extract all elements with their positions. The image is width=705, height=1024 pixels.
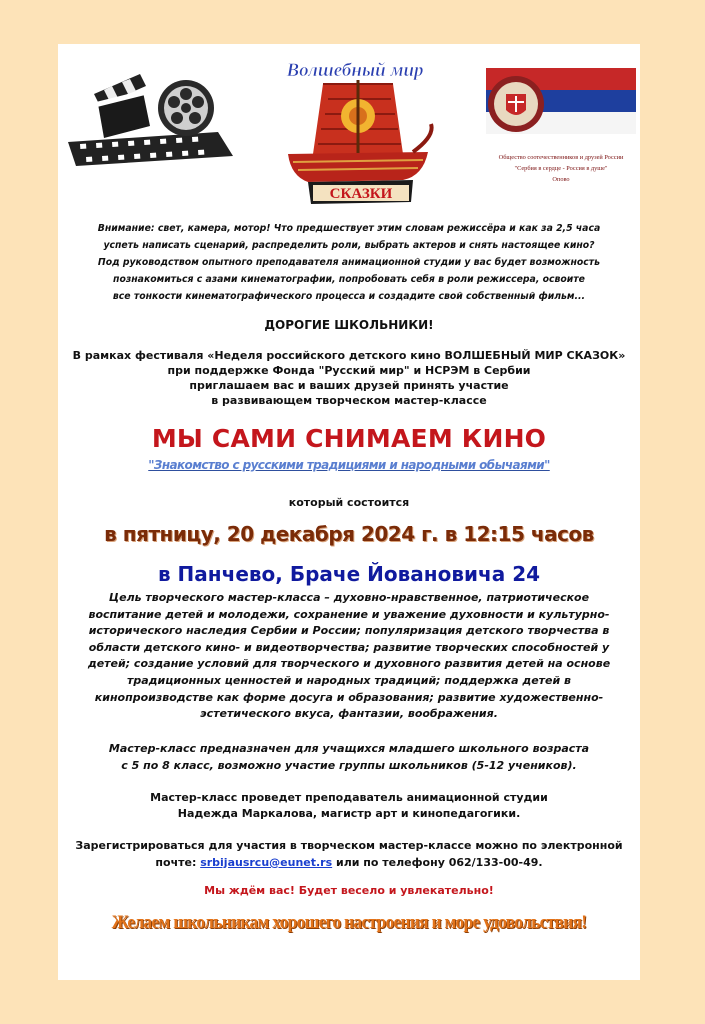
teacher-paragraph: [58, 790, 640, 822]
intro-line: познакомиться с азами кинематографии, попробовать себя в роли режиссера, освоите: [113, 274, 585, 285]
event-place: в Панчево, Браче Йовановича 24: [157, 562, 541, 586]
purpose-line: эстетического вкуса, фантазии, воображения.: [200, 707, 498, 721]
invitation-line: в развивающем творческом мастер-классе: [211, 394, 487, 407]
target-line: с 5 по 8 класс, возможно участие группы школьников (5-12 учеников).: [121, 759, 577, 772]
purpose-line: воспитание детей и молодежи, сохранение и уважение духовности и культурно-: [88, 607, 610, 621]
greeting-heading: ДОРОГИЕ ШКОЛЬНИКИ!: [264, 318, 434, 332]
purpose-line: области детского кино- и видеотворчества; развитие творческих способностей у: [88, 640, 610, 654]
event-title: МЫ САМИ СНИМАЕМ КИНО: [151, 424, 547, 453]
intro-line: Внимание: свет, камера, мотор! Что предшествует этим словам режиссёра и как за 2,5 часа: [97, 223, 601, 234]
intro-paragraph: [58, 220, 640, 305]
film-clapperboard-icon: [68, 64, 238, 174]
purpose-line: исторического наследия Сербии и России; популяризация детского творчества в: [88, 624, 610, 638]
email-link[interactable]: srbijausrcu@eunet.rs: [200, 855, 333, 869]
target-paragraph: [58, 740, 640, 774]
registration-contacts: [58, 855, 640, 872]
purpose-line: традиционных ценностей и народных традиций; поддержка детей в: [126, 673, 572, 687]
phone-number: 062/133-00-49: [448, 855, 539, 869]
poster-sheet: [58, 44, 640, 980]
teacher-line: Надежда Маркалова, магистр арт и кинопедагогики.: [177, 807, 521, 820]
purpose-line: детей; создание условий для творческого и духовного развития детей на основе: [87, 657, 611, 671]
society-caption-1: Общество соотечественников и друзей России: [498, 154, 624, 161]
registration-middle: или по телефону: [332, 855, 449, 869]
purpose-paragraph: [58, 590, 640, 723]
invitation-line: приглашаем вас и ваших друзей принять участие: [189, 379, 509, 392]
registration-paragraph: [58, 838, 640, 871]
wish-banner: Желаем школьникам хорошего настроения и море удовольствия!: [111, 912, 587, 933]
society-caption-2: "Сербия в сердце - Россия в душе": [514, 165, 608, 172]
event-subtitle: "Знакомство с русскими традициями и народными обычаями": [148, 458, 550, 472]
invitation-paragraph: [58, 348, 640, 408]
intro-line: Под руководством опытного преподавателя анимационной студии у вас будет возможность: [97, 257, 601, 268]
serbia-flag-emblem: [486, 64, 636, 150]
target-line: Мастер-класс предназначен для учащихся младшего школьного возраста: [108, 742, 590, 755]
event-date: в пятницу, 20 декабря 2024 г. в 12:15 часов: [104, 522, 594, 546]
invitation-line: В рамках фестиваля «Неделя российского детского кино ВОЛШЕБНЫЙ МИР СКАЗОК»: [72, 349, 626, 362]
intro-line: успеть написать сценарий, распределить роли, выбрать актеров и снять настоящее кино?: [103, 240, 595, 251]
teacher-line: Мастер-класс проведет преподаватель анимационной студии: [150, 791, 548, 804]
waiting-text: Мы ждём вас! Будет весело и увлекательно!: [204, 884, 494, 897]
invitation-line: при поддержке Фонда "Русский мир" и НСРЭМ в Сербии: [167, 364, 531, 377]
held-text: который состоится: [288, 496, 410, 509]
registration-suffix: .: [538, 855, 543, 869]
society-logo: [486, 64, 636, 182]
purpose-line: Цель творческого мастер-класса – духовно-нравственное, патриотическое: [108, 591, 590, 604]
purpose-line: кинопроизводстве как форме досуга и образования; развитие художественно-: [94, 690, 604, 704]
viking-ship-logo: [263, 54, 448, 209]
registration-line: Зарегистрироваться для участия в творческом мастер-классе можно по электронной: [75, 839, 623, 852]
registration-prefix: почте:: [155, 855, 201, 869]
magic-world-logo-text: Волшебный мир: [286, 60, 424, 81]
intro-line: все тонкости кинематографического процесса и создадите свой собственный фильм...: [112, 291, 586, 302]
society-caption-3: Опово: [552, 176, 570, 183]
fairy-tales-logo-text: СКАЗКИ: [329, 186, 393, 202]
